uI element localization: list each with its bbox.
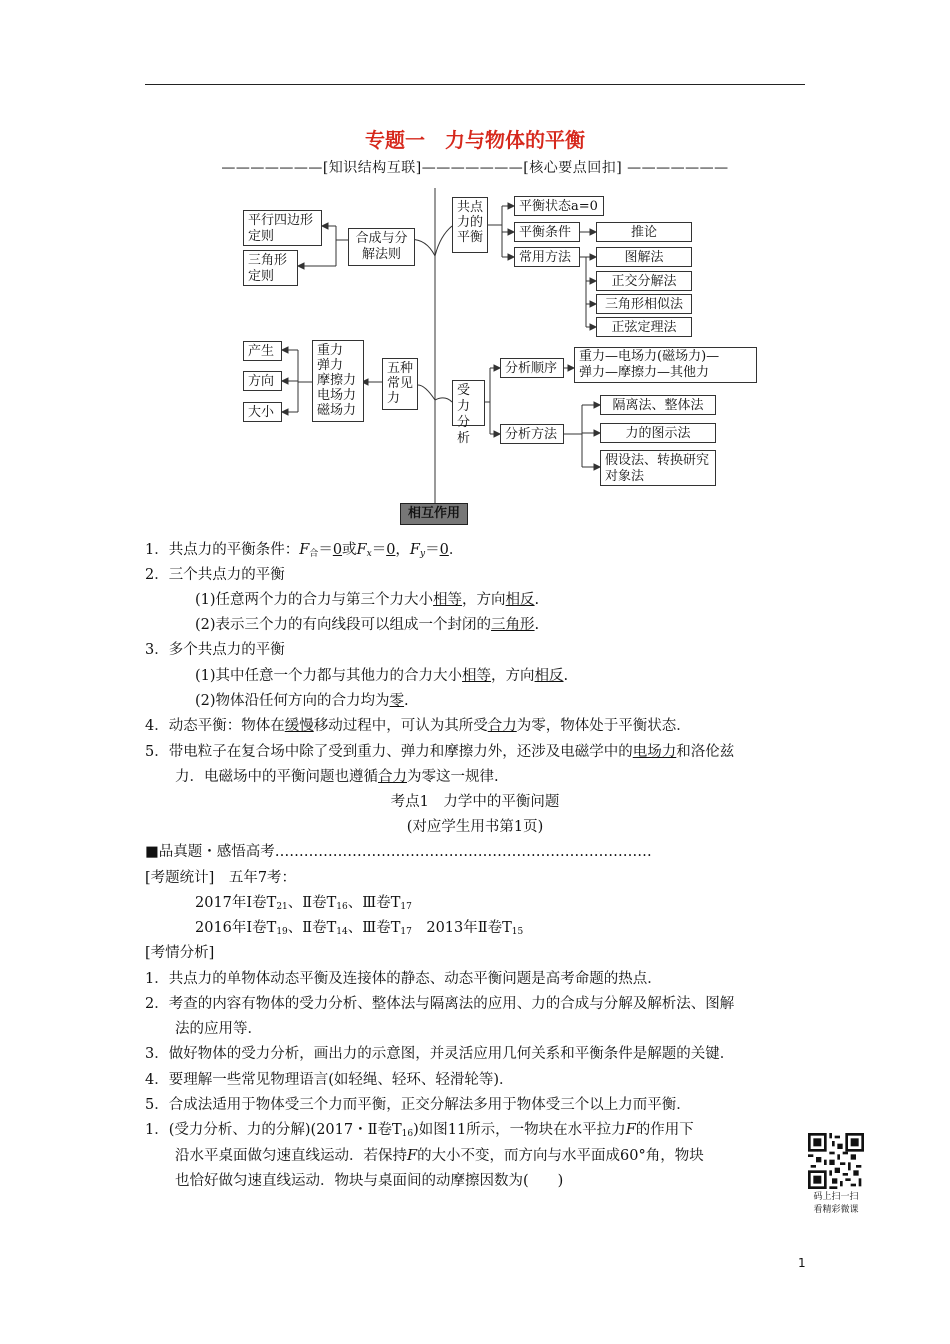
y2013-s: 15 (511, 927, 524, 937)
p5-l2-text: 力．电磁场中的平衡问题也遵循 (175, 769, 378, 785)
p1-y: y (419, 549, 426, 559)
p5-text: 5．带电粒子在复合场中除了受到重力、弹力和摩擦力外，还涉及电磁学中的 (145, 744, 633, 760)
box-five-forces-list: 重力 弹力 摩擦力 电场力 磁场力 (312, 340, 364, 422)
box-concurrent-force-equilibrium: 共点力的平衡 (452, 197, 488, 253)
p1-F: F (299, 542, 310, 558)
y2017-s1: 21 (276, 902, 288, 912)
q2-F: F (407, 1148, 418, 1164)
box-five-common-forces: 五种常见力 (382, 358, 418, 410)
p3a-text: (1)其中任意一个力都与其他力的合力大小 (195, 668, 463, 684)
p4-text: 4．动态平衡：物体在 (145, 718, 285, 734)
p3a-end: . (563, 668, 569, 684)
p2a-mid: ，方向 (462, 592, 506, 608)
box-corollary: 推论 (596, 222, 692, 242)
p2b-end: . (534, 617, 540, 633)
question-1-line2 (175, 1144, 704, 1168)
q2-pre: 沿水平桌面做匀速直线运动．若保持 (175, 1148, 407, 1164)
y2016-a: 2016年Ⅰ卷T (195, 920, 277, 936)
p3b-end: . (404, 693, 409, 709)
point-2b (195, 613, 539, 637)
p1-zero2: 0 (386, 542, 396, 558)
question-1-line3: 也恰好做匀速直线运动．物块与桌面间的动摩擦因数为( ) (175, 1173, 564, 1189)
point-3: 3．多个共点力的平衡 (145, 642, 285, 658)
analysis-5: 5．合成法适用于物体受三个力而平衡，正交分解法多用于物体受三个以上力而平衡． (145, 1097, 691, 1113)
section-subhead: ———————[知识结构互联]———————[核心要点回扣] ——————— (221, 160, 729, 176)
qr-caption-1: 码上扫一扫 (813, 1192, 859, 1202)
q2-end: 的大小不变，而方向与水平面成60°角，物块 (417, 1148, 704, 1164)
analysis-2: 2．考查的内容有物体的受力分析、整体法与隔离法的应用、力的合成与分解及解析法、图解 (145, 996, 735, 1012)
p2a-u1: 相等 (433, 592, 463, 608)
box-equilibrium-condition: 平衡条件 (514, 222, 580, 242)
p1-end: ． (448, 542, 464, 558)
q1-end: 的作用下 (635, 1122, 694, 1138)
box-composition-rule: 合成与分解法则 (348, 228, 415, 266)
box-interaction-root: 相互作用 (400, 503, 468, 525)
y2017-a: 2017年Ⅰ卷T (195, 895, 277, 911)
p4-end: 为零，物体处于平衡状态． (516, 718, 691, 734)
page-number: 1 (798, 1256, 806, 1270)
p5-u1: 电场力 (632, 744, 677, 760)
p4-mid: 移动过程中，可认为其所受 (313, 718, 488, 734)
y2016-b: 、Ⅱ卷T (287, 920, 337, 936)
y2017-s2: 16 (336, 902, 348, 912)
p3b-u: 零 (389, 693, 405, 709)
q1-sub: 16 (401, 1129, 414, 1139)
box-orthogonal-decomposition: 正交分解法 (596, 271, 692, 291)
box-sine-theorem: 正弦定理法 (596, 317, 692, 337)
p1-eq3: ＝ (425, 542, 440, 558)
y2017-b: 、Ⅱ卷T (287, 895, 337, 911)
box-analysis-order: 分析顺序 (500, 358, 564, 378)
y2013-a: 2013年Ⅱ卷T (411, 920, 512, 936)
box-force-analysis: 受力分析 (452, 380, 485, 426)
order-line-1: 重力—电场力(磁场力)— (579, 349, 720, 364)
p1-or: 或 (342, 542, 357, 558)
p1-comma: ， (395, 542, 410, 558)
y2016-s2: 14 (336, 927, 348, 937)
point-1 (145, 538, 463, 566)
p5-mid: 和洛伦兹 (676, 744, 735, 760)
kaodian-heading: 考点1 力学中的平衡问题 (390, 794, 560, 810)
p1-text: 1．共点力的平衡条件： (145, 542, 300, 558)
p3a-u1: 相等 (462, 668, 492, 684)
qr-caption-2: 看精彩微课 (813, 1205, 859, 1215)
p1-zero1: 0 (332, 542, 343, 558)
box-equilibrium-state: 平衡状态a=0 (514, 196, 604, 216)
analysis-heading: [考情分析] (145, 945, 215, 961)
p4-u1: 缓慢 (284, 718, 314, 734)
y2016-s3: 17 (400, 927, 412, 937)
page-title: 专题一 力与物体的平衡 (365, 128, 585, 152)
p5-u2: 合力 (378, 769, 407, 785)
p1-Fx: F (356, 542, 367, 558)
analysis-4: 4．要理解一些常见物理语言(如轻绳、轻环、轻滑轮等)． (145, 1072, 514, 1088)
p3a-u2: 相反 (534, 668, 564, 684)
y2017-s3: 17 (400, 902, 412, 912)
p1-sub: 合 (309, 549, 319, 559)
p2a-u2: 相反 (505, 592, 535, 608)
box-parallelogram-rule: 平行四边形定则 (243, 210, 322, 246)
p3a-mid: ，方向 (491, 668, 535, 684)
p1-zero3: 0 (439, 542, 449, 558)
box-common-methods: 常用方法 (514, 247, 580, 267)
box-direction: 方向 (243, 371, 282, 391)
book-reference: (对应学生用书第1页) (406, 819, 544, 835)
order-line-2: 弹力—摩擦力—其他力 (579, 365, 710, 380)
question-1-line1 (145, 1118, 694, 1146)
box-analysis-methods: 分析方法 (500, 424, 564, 444)
point-2: 2．三个共点力的平衡 (145, 567, 285, 583)
p2a-end: . (534, 592, 540, 608)
p3b-text: (2)物体沿任何方向的合力均为 (195, 693, 390, 709)
q1-pre: 1．(受力分析、力的分解)(2017・Ⅱ卷T (145, 1122, 402, 1138)
analysis-3: 3．做好物体的受力分析，画出力的示意图，并灵活应用几何关系和平衡条件是解题的关键． (145, 1046, 735, 1062)
p1-eq2: ＝ (371, 542, 387, 558)
box-magnitude: 大小 (243, 402, 282, 422)
box-hypothesis-method: 假设法、转换研究对象法 (600, 450, 716, 486)
box-graphic-method: 图解法 (596, 247, 692, 267)
p1-eq: ＝ (318, 542, 333, 558)
box-similar-triangle: 三角形相似法 (596, 294, 692, 314)
point-5-line2 (175, 765, 499, 789)
y2016-c: 、Ⅲ卷T (347, 920, 401, 936)
real-questions-heading: ■品真题・感悟高考…………………………………………………………………… (145, 844, 652, 860)
y2017-c: 、Ⅲ卷T (347, 895, 401, 911)
box-order-detail (574, 347, 757, 383)
p1-x: x (366, 549, 372, 559)
point-5 (145, 740, 734, 764)
box-triangle-rule: 三角形定则 (243, 250, 298, 286)
p1-Fy: F (409, 542, 420, 558)
y2016-s1: 19 (276, 927, 288, 937)
box-origin: 产生 (243, 341, 282, 361)
stats-2016-2013 (195, 916, 523, 944)
p2b-u: 三角形 (491, 617, 535, 633)
stats-2017 (195, 891, 412, 919)
diagram-connectors (0, 0, 950, 540)
point-3b (195, 689, 409, 713)
q1-F: F (625, 1122, 636, 1138)
p5-end: 为零这一规律. (407, 769, 499, 785)
point-4 (145, 714, 691, 738)
qr-code-icon[interactable] (808, 1133, 864, 1189)
point-2a (195, 588, 539, 612)
p2b-text: (2)表示三个力的有向线段可以组成一个封闭的 (195, 617, 492, 633)
p4-u2: 合力 (487, 718, 517, 734)
point-3a (195, 664, 568, 688)
q1-mid: )如图11所示，一物块在水平拉力 (413, 1122, 626, 1138)
p2a-text: (1)任意两个力的合力与第三个力大小 (195, 592, 434, 608)
analysis-1: 1．共点力的单物体动态平衡及连接体的静态、动态平衡问题是高考命题的热点． (145, 971, 662, 987)
exam-stats-heading: [考题统计] 五年7考： (145, 870, 297, 886)
box-force-diagram: 力的图示法 (600, 423, 716, 443)
analysis-2-line2: 法的应用等． (175, 1021, 262, 1037)
box-isolation-method: 隔离法、整体法 (600, 395, 716, 415)
